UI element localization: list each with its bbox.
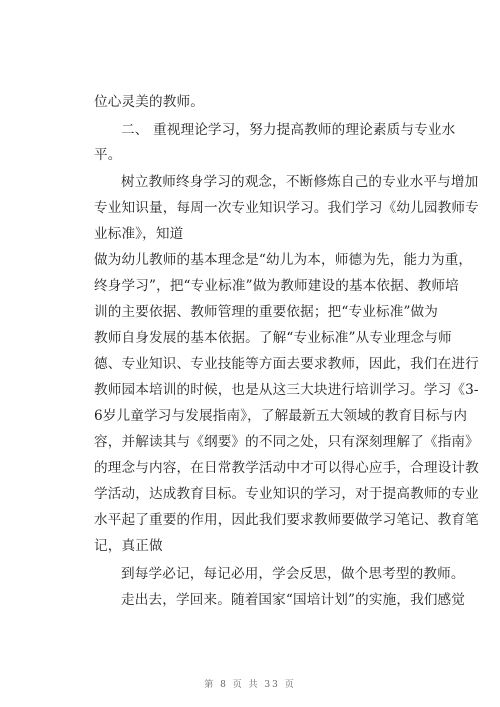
text-line: 训的主要依据、教师管理的重要依据；把“专业标准”做为 bbox=[94, 304, 439, 320]
text-line: 平。 bbox=[94, 147, 122, 163]
text-line: 做为幼儿教师的基本理念是“幼儿为本，师德为先，能力为重， bbox=[94, 252, 473, 268]
text-line: 学活动，达成教育目标。专业知识的学习，对于提高教师的专业 bbox=[94, 486, 479, 502]
text-line: 记，真正做 bbox=[94, 538, 163, 554]
text-line: 专业知识量，每周一次专业知识学习。我们学习《幼儿园教师专 bbox=[94, 200, 479, 216]
text-line: 走出去，学回来。随着国家“国培计划”的实施，我们感觉 bbox=[121, 592, 466, 608]
text-line: 位心灵美的教师。 bbox=[94, 94, 204, 110]
section-heading: 二、 重视理论学习，努力提高教师的理论素质与专业水 bbox=[121, 122, 456, 138]
text-line: 教师自身发展的基本依据。了解“专业标准”从专业理念与师 bbox=[94, 330, 452, 346]
text-line: 树立教师终身学习的观念，不断修炼自己的专业水平与增加 bbox=[121, 174, 479, 190]
text-line: 的理念与内容，在日常教学活动中才可以得心应手，合理设计教 bbox=[94, 460, 479, 476]
page-footer: 第 8 页 共 33 页 bbox=[204, 680, 296, 690]
text-line: 6岁儿童学习与发展指南》，了解最新五大领域的教育目标与内 bbox=[94, 408, 468, 424]
text-line: 水平起了重要的作用，因此我们要求教师要做学习笔记、教育笔 bbox=[94, 512, 479, 528]
text-line: 德、专业知识、专业技能等方面去要求教师，因此，我们在进行 bbox=[94, 356, 479, 372]
text-line: 终身学习”，把“专业标准”做为教师建设的基本依据、教师培 bbox=[94, 278, 459, 294]
text-line: 教师园本培训的时候，也是从这三大块进行培训学习。学习《3- bbox=[94, 382, 479, 398]
text-line: 到每学必记，每记必用，学会反思，做个思考型的教师。 bbox=[121, 566, 465, 582]
text-line: 容，并解读其与《纲要》的不同之处，只有深刻理解了《指南》 bbox=[94, 434, 479, 450]
text-line: 业标准》，知道 bbox=[94, 226, 184, 242]
